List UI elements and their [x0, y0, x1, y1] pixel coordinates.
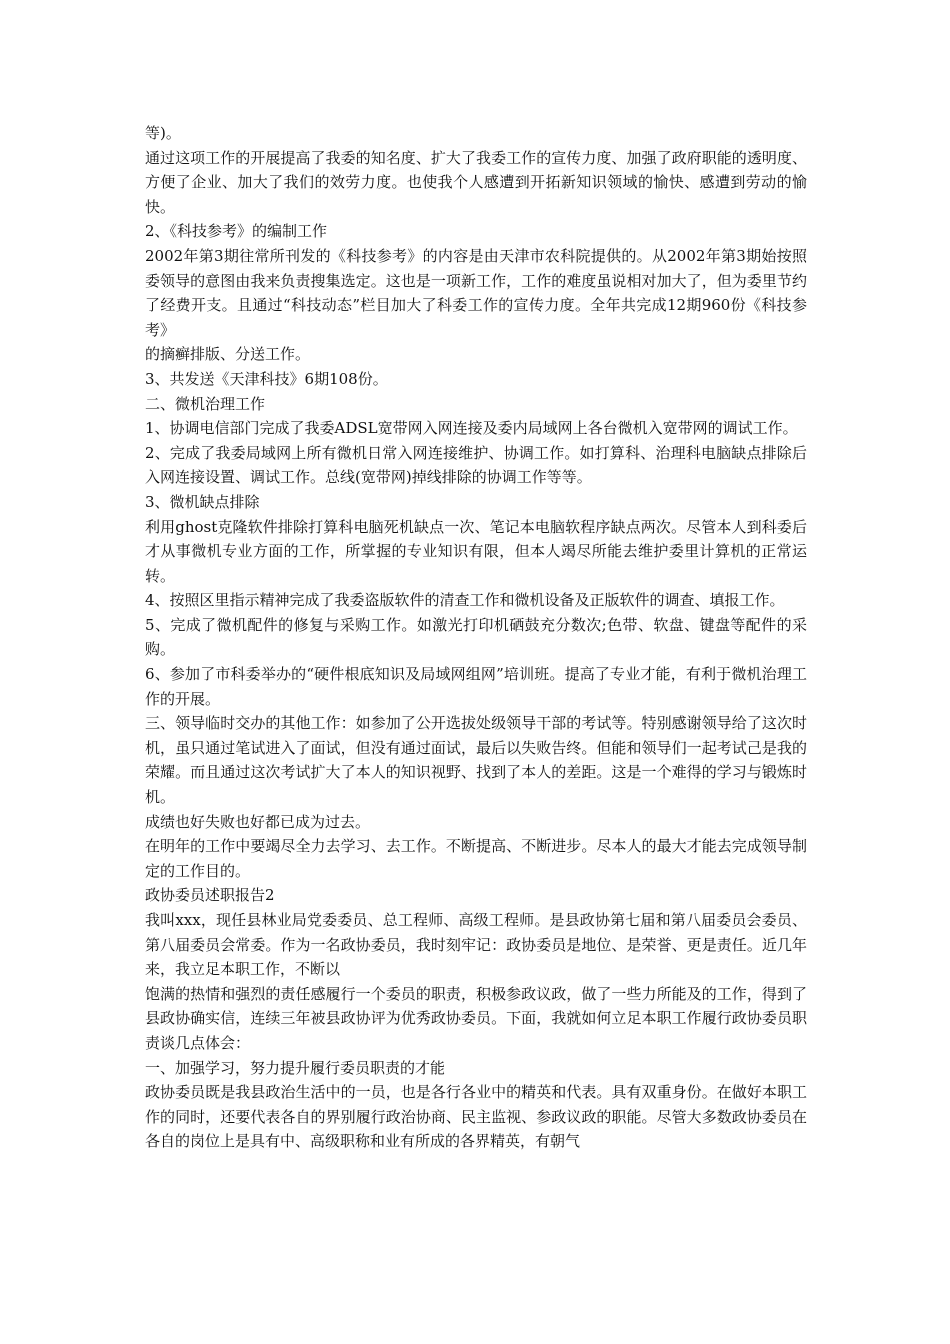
paragraph: 成绩也好失败也好都已成为过去。: [145, 812, 371, 831]
paragraph: 三、领导临时交办的其他工作：如参加了公开选拔处级领导干部的考试等。特别感谢领导给了这次时机，虽只通过笔试进入了面试，但没有通过面试，最后以失败告终。但能和领导们一起考试己是我的荣耀。而且通过这次考试扩大了本人的知识视野、找到了本人的差距。这是一个难得的学习与锻炼时机。: [145, 714, 807, 807]
paragraph: 3、共发送《天津科技》6期108份。: [145, 369, 388, 388]
section-heading: 二、微机治理工作: [145, 394, 266, 413]
paragraph: 5、完成了微机配件的修复与采购工作。如激光打印机硒鼓充分数次;色带、软盘、键盘等配件的采购。: [145, 615, 807, 659]
section-heading: 一、加强学习，努力提升履行委员职责的才能: [145, 1058, 446, 1077]
paragraph: 2002年第3期往常所刊发的《科技参考》的内容是由天津市农科院提供的。从2002年第3期始按照委领导的意图由我来负责搜集选定。这也是一项新工作，工作的难度虽说相对加大了，但为委里节约了经费开支。且通过“科技动态”栏目加大了科委工作的宣传力度。全年共完成12期960份《科技参考》: [145, 246, 807, 339]
paragraph: 等)。: [145, 124, 181, 142]
paragraph: 我叫xxx，现任县林业局党委委员、总工程师、高级工程师。是县政协第七届和第八届委员会委员、第八届委员会常委。作为一名政协委员，我时刻牢记：政协委员是地位、是荣誉、更是责任。近几年来，我立足本职工作，不断以: [145, 911, 807, 979]
document-body: [145, 121, 807, 1154]
paragraph: 在明年的工作中要竭尽全力去学习、去工作。不断提高、不断进步。尽本人的最大才能去完成领导制定的工作目的。: [145, 837, 807, 880]
paragraph: 6、参加了市科委举办的“硬件根底知识及局域网组网”培训班。提高了专业才能，有利于微机治理工作的开展。: [145, 665, 807, 708]
paragraph: 利用ghost克隆软件排除打算科电脑死机缺点一次、笔记本电脑软程序缺点两次。尽管本人到科委后才从事微机专业方面的工作，所掌握的专业知识有限，但本人竭尽所能去维护委里计算机的正常运转。: [145, 517, 807, 585]
section-heading: 3、微机缺点排除: [145, 492, 260, 511]
paragraph: 政协委员既是我县政治生活中的一员，也是各行各业中的精英和代表。具有双重身份。在做好本职工作的同时，还要代表各自的界别履行政治协商、民主监视、参政议政的职能。尽管大多数政协委员在各自的岗位上是具有中、高级职称和业有所成的各界精英，有朝气: [145, 1083, 807, 1151]
paragraph: 1、协调电信部门完成了我委ADSL宽带网入网连接及委内局域网上各台微机入宽带网的调试工作。: [145, 419, 798, 438]
paragraph: 2、完成了我委局域网上所有微机日常入网连接维护、协调工作。如打算科、治理科电脑缺点排除后入网连接设置、调试工作。总线(宽带网)掉线排除的协调工作等等。: [145, 443, 807, 487]
paragraph: 4、按照区里指示精神完成了我委盗版软件的清查工作和微机设备及正版软件的调查、填报工作。: [145, 591, 785, 610]
paragraph: 的摘癣排版、分送工作。: [145, 345, 311, 364]
section-heading: 2、《科技参考》的编制工作: [145, 222, 328, 241]
paragraph: 饱满的热情和强烈的责任感履行一个委员的职责，积极参政议政，做了一些力所能及的工作，得到了县政协确实信，连续三年被县政协评为优秀政协委员。下面，我就如何立足本职工作履行政协委员职责谈几点体会：: [145, 984, 807, 1052]
document-title: 政协委员述职报告2: [145, 886, 275, 905]
paragraph: 通过这项工作的开展提高了我委的知名度、扩大了我委工作的宣传力度、加强了政府职能的透明度、方便了企业、加大了我们的效劳力度。也使我个人感遭到开拓新知识领域的愉快、感遭到劳动的愉快。: [145, 148, 807, 216]
